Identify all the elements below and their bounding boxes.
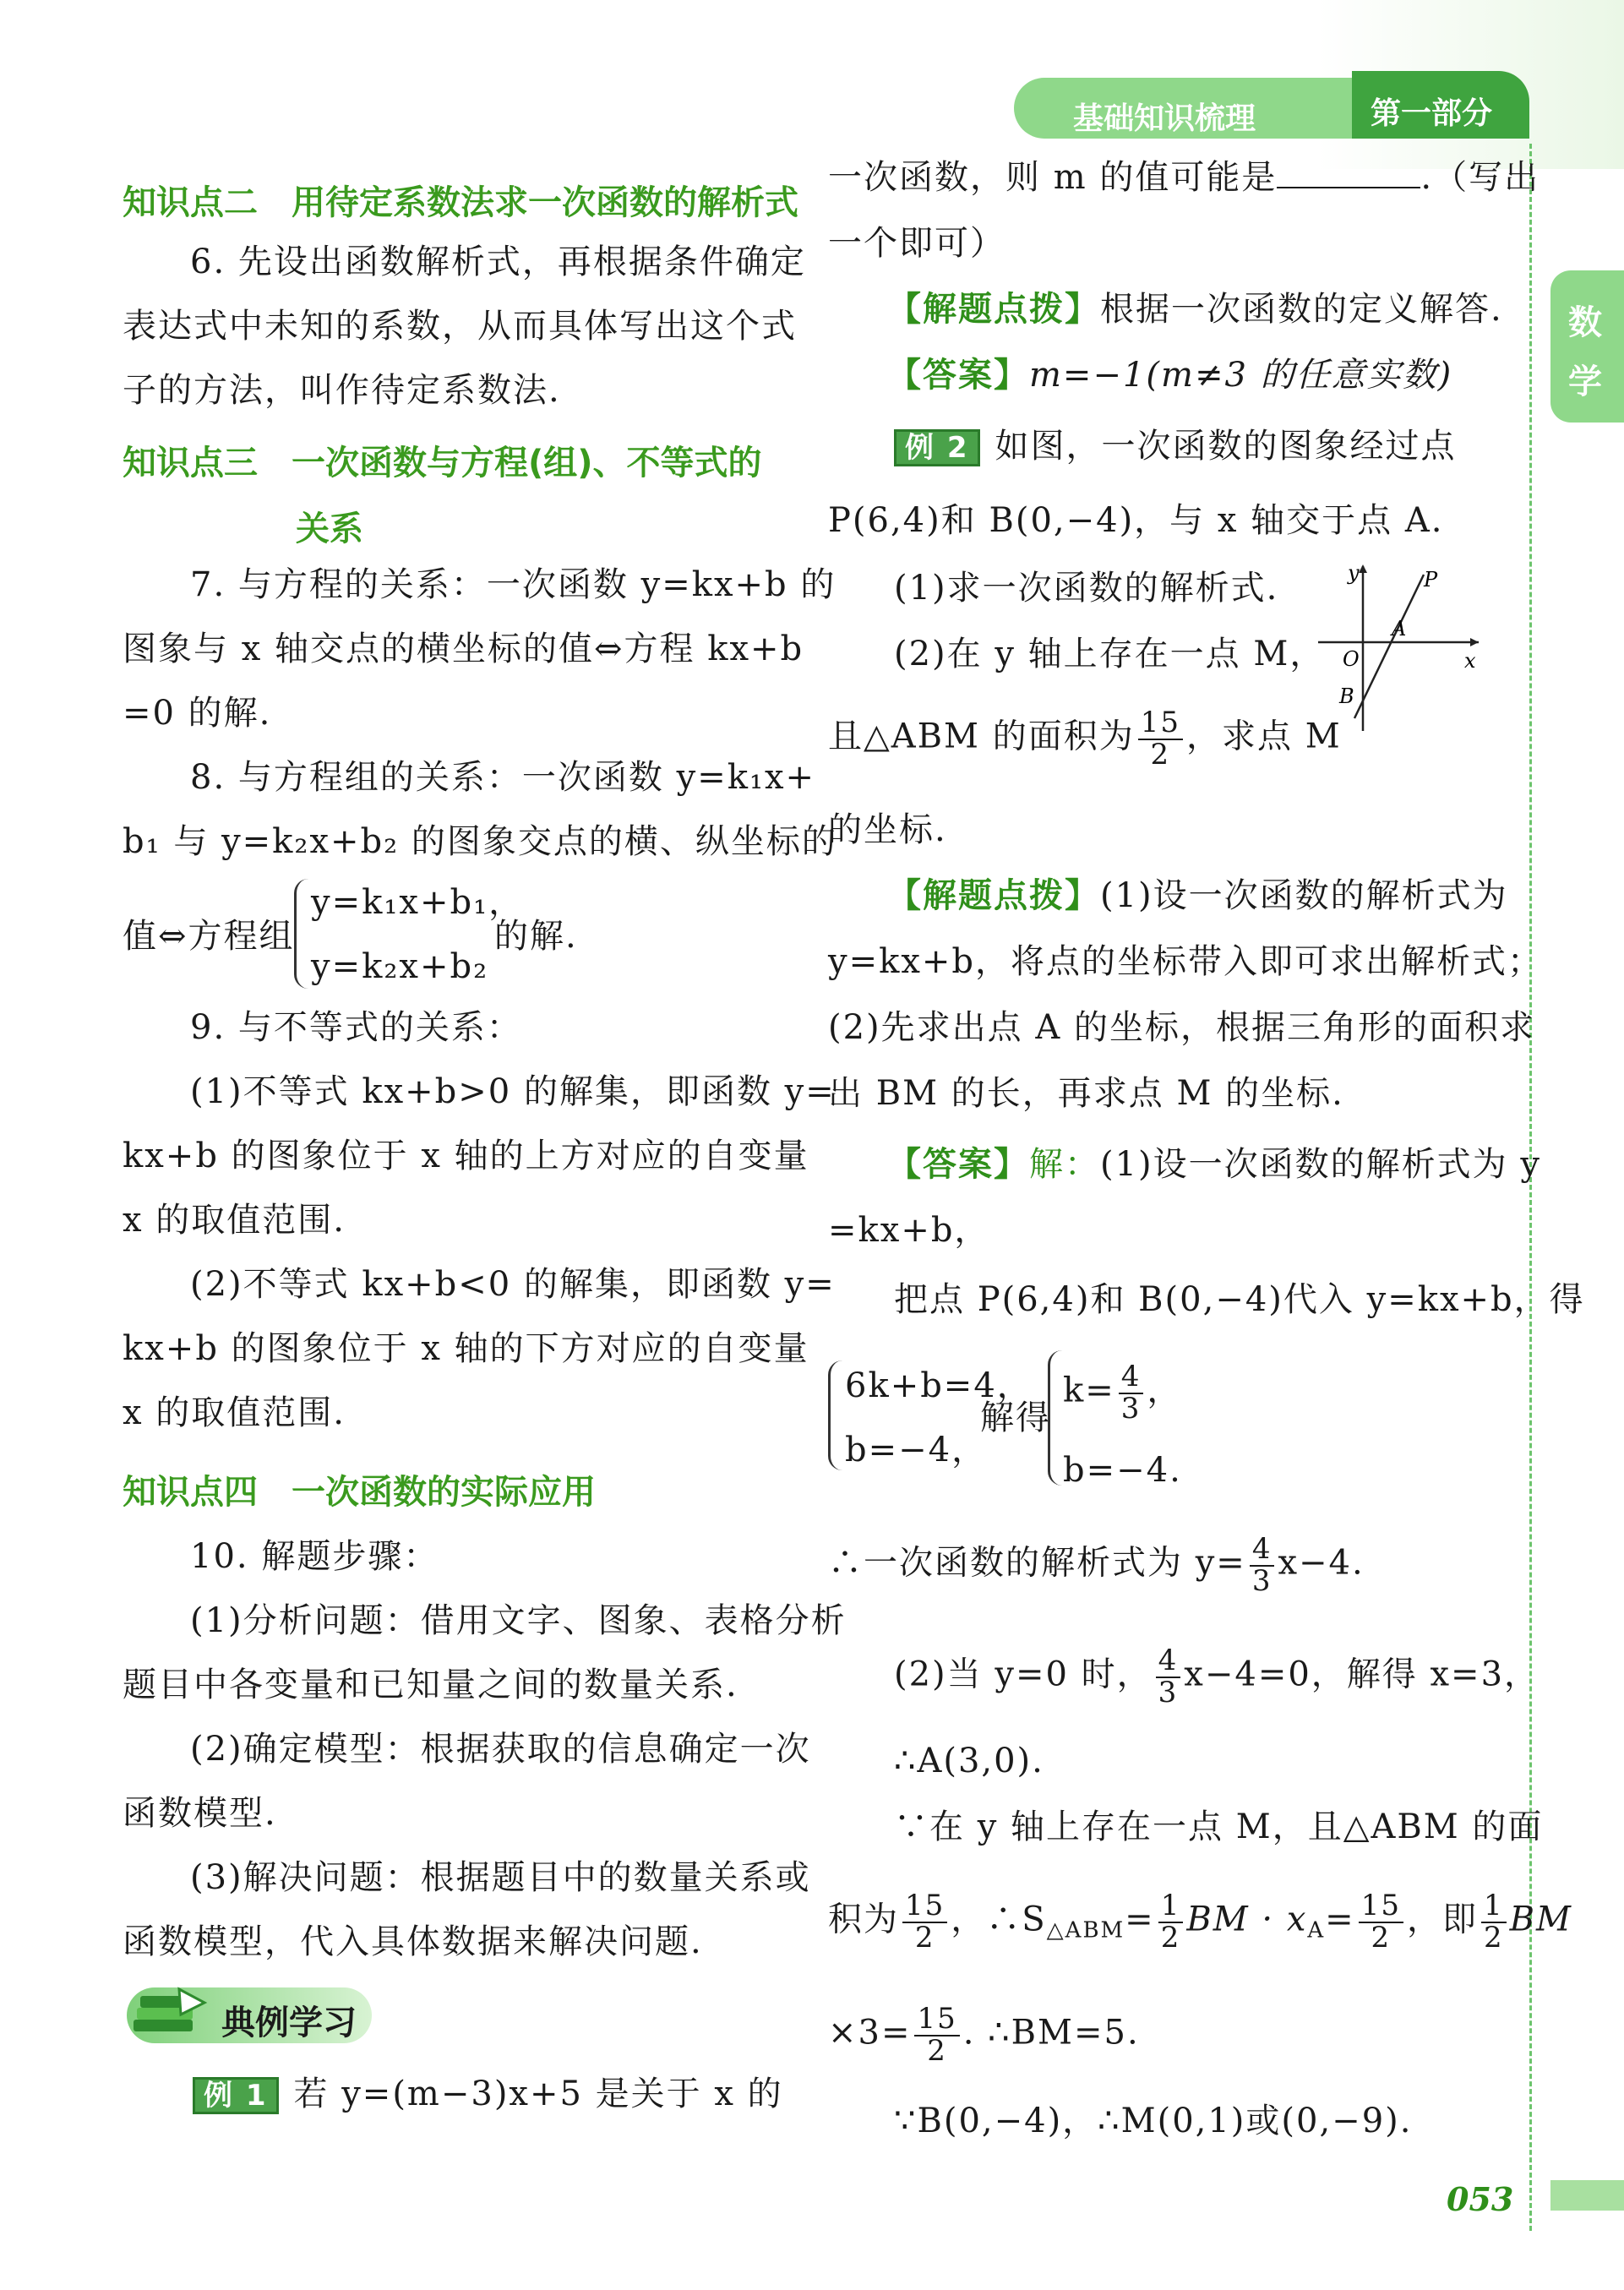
origin-label: O — [1343, 647, 1360, 671]
p9-1-line-1: (1)不等式 kx+b>0 的解集，即函数 y= — [190, 1072, 836, 1111]
p6-line-3: 子的方法，叫作待定系数法. — [123, 371, 561, 410]
ex2-hint-text-1: (1)设一次函数的解析式为 — [1100, 876, 1508, 915]
solution-k: k= — [1063, 1371, 1115, 1410]
part2-line-1 — [894, 1646, 1540, 1708]
p8-suffix: 的解. — [494, 917, 578, 956]
p10-1-line-1: (1)分析问题：借用文字、图象、表格分析 — [190, 1601, 847, 1640]
area-f: ，即 — [1406, 1900, 1478, 1939]
hint-label: 【解题点拨】 — [887, 290, 1100, 329]
frac-den: 2 — [1160, 1920, 1181, 1955]
frac-num: 4 — [1119, 1362, 1144, 1394]
example-1-line — [193, 2077, 783, 2114]
p10-3-line-2: 函数模型，代入具体数据来解决问题. — [123, 1922, 703, 1961]
solution-line-1: (1)设一次函数的解析式为 y — [1100, 1145, 1541, 1184]
bm-a: ×3= — [828, 2013, 912, 2053]
ex2-hint-line-1 — [887, 876, 1508, 915]
function-graph — [1314, 558, 1483, 735]
ex1-answer-line — [887, 356, 1453, 395]
conclusion-a: ∴一次函数的解析式为 y= — [828, 1543, 1246, 1583]
fraction-4-over-3-a — [1119, 1362, 1144, 1424]
header-part-label: 第一部分 — [1371, 96, 1493, 131]
fraction-15-over-2-d — [914, 2004, 959, 2066]
solve-word: 解得 — [980, 1399, 1051, 1437]
subject-side-char-1: 数 — [1568, 303, 1602, 342]
area-b: ，∴S — [951, 1900, 1047, 1939]
ex1-hint-text: 根据一次函数的定义解答. — [1100, 290, 1503, 329]
frac-num: 1 — [1481, 1891, 1507, 1923]
fraction-15-over-2 — [1138, 708, 1183, 770]
fraction-1-over-2-b — [1481, 1891, 1507, 1953]
part2-b: x−4=0，解得 x=3， — [1184, 1655, 1540, 1694]
solution-k-end: ， — [1147, 1371, 1183, 1410]
p6-line-1: 6. 先设出函数解析式，再根据条件确定 — [190, 243, 806, 281]
hint-label-2: 【解题点拨】 — [887, 876, 1100, 915]
ex2-hint-line-4: 出 BM 的长，再求点 M 的坐标. — [828, 1074, 1344, 1113]
fraction-15-over-2-c — [1359, 1891, 1403, 1953]
ex2-line-4: (2)在 y 轴上存在一点 M， — [894, 635, 1326, 673]
p8-prefix: 值⇔方程组 — [123, 917, 295, 956]
kp2-heading: 知识点二 用待定系数法求一次函数的解析式 — [123, 183, 798, 222]
ex1-cont-line-1 — [828, 158, 1540, 197]
p10-2-line-1: (2)确定模型：根据获取的信息确定一次 — [190, 1730, 811, 1769]
ex2-hint-line-2: y=kx+b，将点的坐标带入即可求出解析式； — [828, 942, 1544, 981]
area-a: 积为 — [828, 1900, 899, 1939]
frac-den: 2 — [1483, 1920, 1504, 1955]
ex2-line-5-b: ，求点 M — [1185, 717, 1342, 756]
book-icon — [128, 1986, 210, 2050]
fraction-1-over-2-a — [1158, 1891, 1184, 1953]
p8-system-eq-2: y=k₂x+b₂ — [311, 947, 489, 986]
frac-num: 15 — [1359, 1891, 1403, 1923]
p7-line-2: 图象与 x 轴交点的横坐标的值⇔方程 kx+b — [123, 630, 804, 668]
p9-title: 9. 与不等式的关系： — [190, 1008, 522, 1047]
frac-num: 1 — [1158, 1891, 1184, 1923]
example-2-label: 例 2 — [894, 429, 980, 466]
part2-a: (2)当 y=0 时， — [894, 1655, 1153, 1694]
p10-title: 10. 解题步骤： — [190, 1537, 439, 1576]
example-2-line — [894, 429, 1457, 466]
area-line — [828, 1891, 1572, 1953]
page-number: 053 — [1447, 2180, 1514, 2218]
fraction-4-over-3-b — [1250, 1532, 1275, 1598]
axis-y-label: y — [1348, 561, 1360, 585]
system-eq-1: 6k+b=4， — [845, 1366, 1033, 1405]
solution-system-brace-1 — [828, 1360, 842, 1470]
part2-line-3: ∵在 y 轴上存在一点 M，且△ABM 的面 — [894, 1807, 1544, 1846]
ex2-line-3: (1)求一次函数的解析式. — [894, 569, 1279, 608]
solution-line-2: =kx+b， — [828, 1211, 990, 1250]
bm-line — [828, 2004, 1140, 2066]
area-sub: △ABM — [1046, 1917, 1125, 1944]
frac-num: 15 — [914, 2004, 959, 2036]
point-a-label: A — [1392, 617, 1407, 641]
ex1-cont-line-2: 一个即可） — [828, 224, 1005, 263]
ex1-cont-text-end: .（写出 — [1420, 158, 1540, 197]
ex2-line-2: P(6,4)和 B(0,−4)，与 x 轴交于点 A. — [828, 501, 1444, 540]
ex2-line-6: 的坐标. — [828, 810, 947, 849]
frac-den: 2 — [927, 2033, 947, 2068]
frac-den: 3 — [1158, 1675, 1179, 1709]
point-p-label: P — [1424, 568, 1438, 592]
p9-2-line-2: kx+b 的图象位于 x 轴的下方对应的自变量 — [123, 1329, 809, 1368]
ex2-line-5 — [828, 708, 1342, 770]
area-e: = — [1325, 1900, 1355, 1939]
subject-side-char-2: 学 — [1568, 363, 1602, 401]
p8-line-2: b₁ 与 y=k₂x+b₂ 的图象交点的横、纵坐标的 — [123, 822, 837, 861]
conclusion-b: x−4. — [1278, 1543, 1365, 1583]
answer-blank — [1277, 161, 1420, 188]
solution-k-line — [1063, 1362, 1182, 1424]
kp4-heading: 知识点四 一次函数的实际应用 — [123, 1473, 596, 1512]
margin-bar-bottom — [1550, 2180, 1624, 2211]
frac-num: 15 — [902, 1891, 947, 1923]
frac-den: 2 — [1371, 1920, 1392, 1955]
conclusion-line — [828, 1532, 1365, 1598]
p8-line-1: 8. 与方程组的关系：一次函数 y=k₁x+ — [190, 758, 816, 797]
p10-1-line-2: 题目中各变量和已知量之间的数量关系. — [123, 1666, 738, 1704]
example-1-label: 例 1 — [193, 2077, 279, 2114]
frac-num: 4 — [1156, 1646, 1181, 1678]
ex1-cont-text: 一次函数，则 m 的值可能是 — [828, 158, 1278, 197]
answer-label: 【答案】 — [887, 356, 1029, 395]
p8-system-brace — [294, 879, 308, 989]
axis-x-label: x — [1464, 649, 1476, 673]
frac-den: 2 — [1150, 737, 1171, 772]
ex2-hint-line-3: (2)先求出点 A 的坐标，根据三角形的面积求 — [828, 1008, 1535, 1047]
p9-1-line-3: x 的取值范围. — [123, 1201, 346, 1240]
p9-2-line-3: x 的取值范围. — [123, 1393, 346, 1432]
point-b-label: B — [1339, 684, 1354, 708]
frac-den: 2 — [914, 1920, 935, 1955]
kp3-heading-2: 关系 — [296, 510, 363, 548]
p8-system-eq-1: y=k₁x+b₁， — [311, 883, 525, 922]
header-section-label: 基础知识梳理 — [1073, 101, 1256, 136]
example-1-text: 若 y=(m−3)x+5 是关于 x 的 — [293, 2075, 783, 2113]
solution-b: b=−4. — [1063, 1451, 1182, 1490]
solution-system-brace-2 — [1048, 1350, 1062, 1486]
p10-2-line-2: 函数模型. — [123, 1794, 277, 1833]
frac-num: 15 — [1138, 708, 1183, 740]
frac-den: 3 — [1251, 1563, 1272, 1598]
ex2-line-5-a: 且△ABM 的面积为 — [828, 717, 1135, 756]
study-title: 典例学习 — [221, 2004, 357, 2042]
solution-line-3: 把点 P(6,4)和 B(0,−4)代入 y=kx+b，得 — [894, 1280, 1585, 1319]
ex2-answer-line-1 — [887, 1145, 1541, 1184]
solution-label: 解： — [1029, 1145, 1100, 1184]
fraction-15-over-2-b — [902, 1891, 947, 1953]
ex2-line-1: 如图，一次函数的图象经过点 — [995, 427, 1457, 466]
area-g: BM — [1509, 1900, 1572, 1939]
final-line: ∵B(0,−4)，∴M(0,1)或(0,−9). — [894, 2102, 1413, 2140]
frac-num: 4 — [1250, 1535, 1275, 1567]
p9-2-line-1: (2)不等式 kx+b<0 的解集，即函数 y= — [190, 1265, 836, 1304]
bm-b: . ∴BM=5. — [962, 2013, 1140, 2053]
answer-label-2: 【答案】 — [887, 1145, 1029, 1184]
p7-line-1: 7. 与方程的关系：一次函数 y=kx+b 的 — [190, 565, 837, 604]
p7-line-3: =0 的解. — [123, 694, 272, 733]
frac-den: 3 — [1120, 1391, 1142, 1426]
fraction-4-over-3-c — [1156, 1646, 1181, 1708]
kp3-heading-1: 知识点三 一次函数与方程(组)、不等式的 — [123, 444, 762, 483]
part2-line-2: ∴A(3,0). — [894, 1742, 1044, 1780]
p6-line-2: 表达式中未知的系数，从而具体写出这个式 — [123, 307, 797, 346]
ex1-hint-line — [887, 290, 1503, 329]
system-eq-2: b=−4， — [845, 1431, 988, 1469]
area-sub-2: A — [1307, 1917, 1326, 1944]
p9-1-line-2: kx+b 的图象位于 x 轴的上方对应的自变量 — [123, 1137, 809, 1175]
p10-3-line-1: (3)解决问题：根据题目中的数量关系或 — [190, 1858, 811, 1897]
ex1-answer-text: m=−1(m≠3 的任意实数) — [1029, 356, 1453, 395]
area-d: BM · x — [1186, 1900, 1308, 1939]
area-c: = — [1125, 1900, 1155, 1939]
